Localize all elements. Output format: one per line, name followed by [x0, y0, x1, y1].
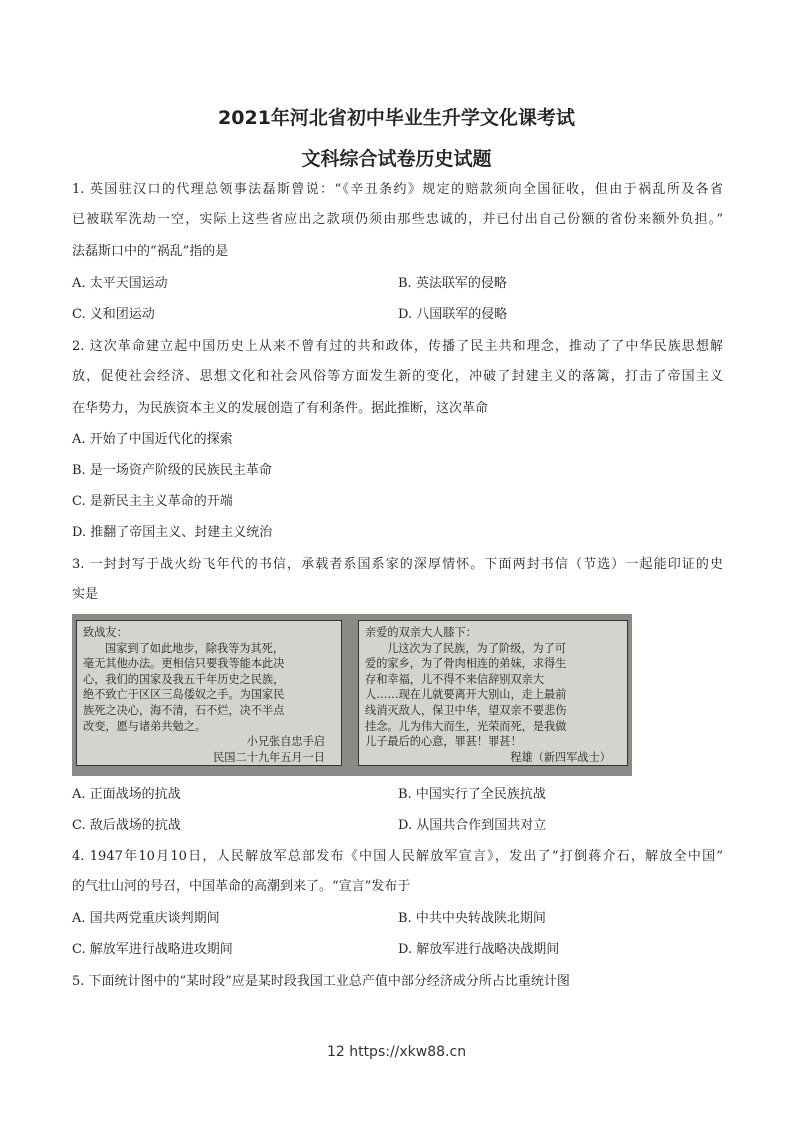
letters-photo [72, 614, 632, 776]
letter-signature: 程雄（新四军战士） [510, 750, 611, 764]
q2-option-c: C. 是新民主主义革命的开端 [72, 494, 233, 509]
letter-line: 国家到了如此地步，除我等为其死， [105, 641, 285, 655]
q1-option-d: D. 八国联军的侵略 [398, 307, 508, 322]
q3-option-a: A. 正面战场的抗战 [72, 787, 181, 802]
q3-option-b: B. 中国实行了全民族抗战 [398, 787, 546, 802]
q1-line: 已被联军洗劫一空，实际上这些省应出之款项仍须由那些忠诚的，并已付出自己份额的省份来额外负担。” [72, 212, 723, 227]
page-footer: 12 https://xkw88.cn [326, 1044, 467, 1060]
letter-line: 儿子最后的心意，罪甚！罪甚！ [365, 735, 522, 749]
page-subtitle: 文科综合试卷历史试题 [301, 148, 492, 170]
q3-option-c: C. 敌后战场的抗战 [72, 818, 181, 833]
q1-line: 法磊斯口中的“祸乱”指的是 [72, 244, 229, 259]
letter-signature: 小兄张自忠手启 [246, 735, 325, 749]
letter-date: 民国二十九年五月一日 [213, 750, 325, 764]
letter-line: 爱的家乡，为了骨肉相连的弟妹，求得生 [365, 657, 567, 671]
letter-zhang-zizhong [76, 620, 342, 766]
q2-line: 2. 这次革命建立起中国历史上从来不曾有过的共和政体，传播了民主共和理念，推动了了中华民族思想解 [72, 339, 723, 354]
letter-line: 族死之决心，海不清，石不烂，决不半点 [83, 703, 285, 717]
letter-line: 线消灭敌人，保卫中华，望双亲不要悲伤 [365, 703, 567, 717]
letter-cheng-xiong [358, 620, 628, 766]
q1-line: 1. 英国驻汉口的代理总领事法磊斯曾说：“《辛丑条约》规定的赔款须向全国征收，但由于祸乱所及各省 [72, 182, 723, 197]
q2-line: 放，促使社会经济、思想文化和社会风俗等方面发生新的变化，冲破了封建主义的落篱，打击了帝国主义 [72, 369, 723, 384]
q4-option-a: A. 国共两党重庆谈判期间 [72, 911, 220, 926]
q1-option-c: C. 义和团运动 [72, 307, 155, 322]
page-title: 2021年河北省初中毕业生升学文化课考试 [218, 107, 575, 129]
q4-line: 4. 1947年10月10日，人民解放军总部发布《中国人民解放军宣言》，发出了“打倒蒋介石，解放全中国” [72, 849, 723, 864]
letter-line: 人……现在儿就要离开大别山，走上最前 [365, 688, 567, 702]
q3-option-d: D. 从国共合作到国共对立 [398, 818, 547, 833]
letter-line: 亲爱的双亲大人膝下： [365, 626, 477, 639]
q4-line: 的气壮山河的号召，中国革命的高潮到来了。“宣言”发布于 [72, 879, 411, 894]
letter-line: 存和幸福，儿不得不来信辞别双亲大 [365, 672, 545, 686]
q4-option-d: D. 解放军进行战略决战期间 [398, 942, 560, 957]
q5-line: 5. 下面统计图中的“某时段”应是某时段我国工业总产值中部分经济成分所占比重统计图 [72, 974, 570, 989]
q2-line: 在华势力，为民族资本主义的发展创造了有利条件。据此推断，这次革命 [72, 401, 489, 416]
q2-option-a: A. 开始了中国近代化的探索 [72, 432, 233, 447]
letter-line: 绝不致亡于区区三岛倭奴之手。为国家民 [83, 688, 285, 702]
q3-line: 3. 一封封写于战火纷飞年代的书信，承载者系国系家的深厚情怀。下面两封书信（节选）一起能印证的史 [72, 557, 723, 572]
letter-line: 毫无其他办法。更相信只要我等能本此决 [83, 657, 285, 671]
letter-line: 改变，愿与诸弟共勉之。 [83, 719, 207, 733]
q4-option-b: B. 中共中央转战陕北期间 [398, 911, 546, 926]
letter-line: 挂念。儿为伟大而生，光荣而死，是我做 [365, 719, 567, 733]
q4-option-c: C. 解放军进行战略进攻期间 [72, 942, 233, 957]
q3-line: 实是 [72, 587, 99, 602]
q1-option-b: B. 英法联军的侵略 [398, 276, 507, 291]
q2-option-d: D. 推翻了帝国主义、封建主义统治 [72, 525, 273, 540]
q1-option-a: A. 太平天国运动 [72, 276, 168, 291]
letter-line: 心，我们的国家及我五千年历史之民族， [83, 672, 285, 686]
q2-option-b: B. 是一场资产阶级的民族民主革命 [72, 463, 272, 478]
letter-line: 儿这次为了民族，为了阶级，为了可 [387, 641, 567, 655]
letter-line: 致战友： [83, 626, 128, 639]
